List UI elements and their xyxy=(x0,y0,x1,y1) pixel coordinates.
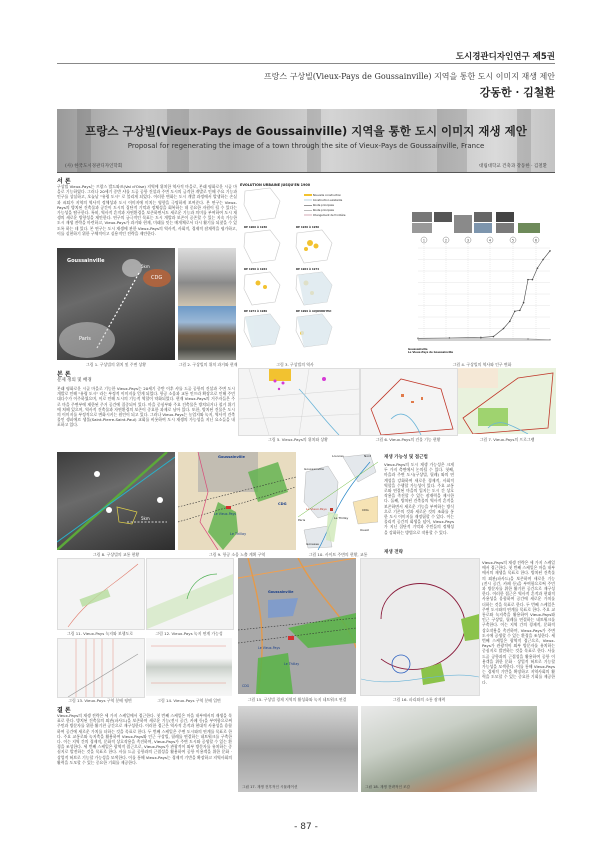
figure-5-site-map xyxy=(238,368,360,436)
chart-data-point xyxy=(519,310,521,312)
chart-data-point xyxy=(537,267,539,269)
legend-boundary-change: Changement de frontière xyxy=(312,214,346,217)
strategy-heading: 재생 전략 xyxy=(384,550,403,555)
strategy-text: Vieux-Pays의 재생 전략은 세 가지 스케일에서 접근한다. 첫 번째 스케일은 마을 내부에서의 재생을 목표로 한다. 방치된 건축물의 외관(파사드)을 보존하며 새로운 기능(전시 공간, 카페 등)을 부여함으로써 주민과 방문자를 위한 활기찬 공간으로 재구성한다. 이러한 접근은 역사적 흔적과 현대적 사용성을 융합하여 공간에 새로운 가치를 더하는 것을 목표로 한다. 두 번째 스케일은 주변 도시와의 연계를 목표로 한다. 주요 교통로와 녹지축을 활용하여 Vieux-Pays와 인근 구상빌, 릴레를 연결하는 네트워크를 구축한다. 이는 지역 간의 경제적, 문화적 상호작용을 촉진하며, Vieux-Pays가 주변 도시에 공생할 수 있는 환경을 조성한다. 세 번째 스케일은 광역적 접근으로, Vieux-Pays가 관광적이 외부 방문자를 유치하는 중심지로 발전하는 것을 목표로 한다. 사를 드골 공항과의 근접성을 활용하여 공항 이용객을 위한 문화 · 상업적 허브로 기능할 가능성을 모색한다. 이를 통해 Vieux-Pays는 경제적 기반을 확장하고 지역사회의 활력을 도모할 수 있는 중요한 기회를 제공한다. xyxy=(482,560,555,684)
chart-marker-label: 1 xyxy=(422,238,426,243)
label-nord: Nord xyxy=(364,454,372,458)
chart-marker-label: 6 xyxy=(534,238,538,243)
label-goussainville: Goussainville xyxy=(67,258,105,264)
chart-data-point xyxy=(514,310,516,312)
figure-5-caption: 그림 5. Vieux-Pays의 위치와 상황 xyxy=(268,437,328,442)
chart-data-point xyxy=(542,259,544,261)
legend-main-road-1: Route principale xyxy=(312,204,334,207)
chart-marker-label: 2 xyxy=(444,238,448,243)
figure-6-caption: 그림 6. Vieux-Pays의 건물 기능 현황 xyxy=(375,437,441,442)
label-le-vieux-pays: Le Vieux-Pays xyxy=(214,512,236,516)
intro-text: 구상빌 Vieux-Pays는 프랑스 발드와즈(Val d'Oise) 지역에 위치한 역사적 마을로, 본래 평화로운 시골 마을로 기능하였다. 그러나 20세기 중반 샤를 드골 공항 건설과 주변 도시의 급격한 개발로 인해 주요 기능과 인구를 상실하고, 오늘날 "유령 도시" 로 불리게 되었다. 이러한 변화는 도시 개발 과정에서 발생하는 손실과 쇠퇴가 지역의 역사적 정체성과 도시 이미지에 미치는 영향을 극명하게 보여준다. 본 연구는 Vieux-Pays의 방치된 건축물과 공간이 도시의 집단적 기억과 정체성을 회복하는 데 중요한 자원이 될 수 있다는 가능성을 탐구한다. 특히, 역사적 흔적과 자연환경을 보존하면서도 새로운 기능과 의미를 부여하여 도시 재생의 새로운 방향성을 제안한다. 연구의 궁극적인 목표는 도시 개발과 보존이 공존할 수 있는 지속 가능한 도시 재생 전략을 마련하고, Vieux-Pays가 과거와 현재, 미래를 잇는 매개체로서 다시 활기를 되찾을 수 있도록 하는 데 있다. 본 연구는 도시 재생에 관한 Vieux-Pays의 역사적, 사회적, 경제적 잠재력을 평가하고, 이를 실현하기 위한 구체적이고 실용적인 전략을 제안한다. xyxy=(57,184,237,236)
label-paris: Paris xyxy=(298,518,306,522)
chart-data-point xyxy=(527,338,529,340)
poster-english-title: Proposal for regenerating the image of a town through the site of Vieux-Pays de Goussainville, France xyxy=(127,142,485,150)
legend-swatch-boundary xyxy=(304,214,312,216)
figure-11-caption: 그림 11. Vieux-Pays 녹지와 보행도로 xyxy=(66,631,134,636)
chart-data-point xyxy=(549,339,551,341)
chart-data-point xyxy=(527,279,529,281)
figure-15-caption: 그림 15. 구상빌 경제 지역의 활성화와 녹지 네트워크 연결 xyxy=(247,697,347,702)
label-5km: 5km xyxy=(141,264,150,269)
period-label: DE 1974 À 1989 xyxy=(244,310,268,313)
figure-18-aerial-rendering xyxy=(361,706,537,792)
figure-14-zone-elevation xyxy=(146,638,232,696)
banner-rule xyxy=(57,172,555,173)
chart-marker-label: 5 xyxy=(511,238,515,243)
chart-legend-goussainville: Goussainville xyxy=(408,348,428,351)
period-label: DE 1930 À 1950 xyxy=(296,226,320,229)
figure-7-program-map xyxy=(458,368,556,434)
chart-data-point xyxy=(503,328,505,330)
figure-12-green-link-map xyxy=(146,558,234,630)
chart-marker-label: 3 xyxy=(466,238,470,243)
figure-9-noise-map xyxy=(178,452,296,550)
figure-17-caption: 그림 17. 재생 전후적인 시뮬레이션 xyxy=(242,785,298,789)
chart-data-point xyxy=(493,336,495,338)
chart-marker-label: 4 xyxy=(488,238,492,243)
period-label: DE 1999 À AUJOURD'HUI xyxy=(296,310,332,313)
figure-18-caption: 그림 18. 재생 전략적인 조감 xyxy=(365,785,410,789)
figure-6-building-function-map xyxy=(360,368,458,436)
conclusion-text: Vieux-Pays의 재생 전략은 세 가지 스케일에서 접근한다. 첫 번째 스케일은 마을 내부에서의 재생을 목표로 한다. 방치된 건축물의 외관(파사드)을 보존하며 새로운 기능(전시 공간, 카페 등)을 부여함으로써 주민과 방문자를 위한 활기찬 공간으로 재구성한다. 이러한 접근은 역사적 흔적과 현대적 사용성을 융합하여 공간에 새로운 가치를 더하는 것을 목표로 한다. 두 번째 스케일은 주변 도시와의 연계를 목표로 한다. 주요 교통로와 녹지축을 활용하여 Vieux-Pays와 인근 구상빌, 릴레를 연결하는 네트워크를 구축한다. 이는 지역 간의 경제적, 문화적 상호작용을 촉진하며, Vieux-Pays가 주변 도시와 공생할 수 있는 환경을 조성한다. 세 번째 스케일은 광역적 접근으로, Vieux-Pays가 관광적이 외부 방문자를 유치하는 중심지로 발전하는 것을 목표로 한다. 사를 드골 공항과의 근접성을 활용하여 공항 이용객을 위한 문화 · 상업적 허브로 기능할 가능성을 모색한다. 이를 통해 Vieux-Pays는 경제적 기반을 확장하고 지역사회의 활력을 도모할 수 있는 중요한 기회를 제공한다. xyxy=(57,713,232,765)
figure-2-caption: 그림 2. 구상빌의 위치 과거와 현재 xyxy=(178,362,238,367)
population-chart-svg xyxy=(408,236,556,359)
legend-swatch-new xyxy=(304,194,312,196)
intro-heading: 서 론 xyxy=(57,178,71,185)
affiliation: 대림대학교 건축과 강동한 · 김철환 xyxy=(478,164,547,169)
figure-7-caption: 그림 7. Vieux-Pays의 프로그램 xyxy=(479,437,535,442)
chart-legend-vieux-pays: Le Vieux-Pays de Goussainville xyxy=(408,351,454,355)
journal-title: 도시경관디자인연구 제5권 xyxy=(455,52,555,62)
figure-2-photo-old-street xyxy=(178,248,236,306)
label-cdg: CDG xyxy=(151,275,163,281)
body-subheading: 문제 정의 및 배경 xyxy=(57,378,92,383)
chart-series-line xyxy=(418,338,550,339)
figure-3-caption: 그림 3. 구상빌의 역사 xyxy=(276,362,314,367)
evolution-title: EVOLUTION URBAINE JUSQU'EN 1900 xyxy=(240,183,311,187)
figure-1-map xyxy=(57,248,175,360)
legend-swatch-existing xyxy=(304,199,312,201)
chart-data-point xyxy=(549,250,551,252)
authors: 강동한 · 김철환 xyxy=(479,86,555,99)
figure-17-simulation-image xyxy=(238,706,358,792)
conclusion-heading: 결 론 xyxy=(57,707,71,714)
label-goussainville: Goussainville xyxy=(268,590,294,594)
chart-series-line xyxy=(418,251,550,338)
figure-1-caption: 그림 1. 구상빌의 위치 및 주변 상황 xyxy=(86,362,146,367)
chart-data-point xyxy=(480,337,482,339)
society-name: (사) 한국도시경관디자인학회 xyxy=(65,164,123,169)
figure-4-population-chart xyxy=(408,236,556,359)
poster-banner xyxy=(57,109,555,172)
figure-14-caption: 그림 14. Vieux-Pays 구역 분배 입면 xyxy=(157,698,221,703)
label-cdg: CDG xyxy=(362,508,369,512)
legend-existing-construction: Construction existante xyxy=(312,199,343,202)
figure-8-traffic-map xyxy=(57,452,175,550)
chart-data-point xyxy=(509,321,511,323)
label-cdg: CDG xyxy=(242,684,250,688)
period-label: DE 1900 À 1930 xyxy=(244,226,268,229)
legend-swatch-road2 xyxy=(304,210,312,211)
label-le-vieux-pays: Le Vieux-Pays xyxy=(258,646,280,650)
figure-12-caption: 그림 12. Vieux-Pays 녹지 연계 가능성 xyxy=(155,631,223,636)
label-goussainville: Goussainville xyxy=(218,455,245,459)
legend-main-road-2: Route principale xyxy=(312,209,334,212)
chart-data-point xyxy=(417,338,419,340)
regeneration-text: Vieux-Pays의 도시 재생 가능성은 크게 두 가지 측면에서 논의될 수 있다. 첫째, 마을과 주변 도시(구상빌, 릴레) 와의 연계성을 강화하여 새로운 경제적, 사회적 역할을 수행할 가능성이 있다. 주요 교통로와 연결된 마을의 입지는 도시 간 상호작용을 촉진할 수 있는 잠재력을 제시한다. 둘째, 방치된 건축물의 역사적 흔적을 보존하면서 새로운 기능을 부여하는 방식으로 기존의 것과 새로운 것의 조화를 통한 도시 이미지를 재정립할 수 있다. 이는 물리적 공간의 회생을 넘어, Vieux-Pays가 지닌 집단적 기억과 주민들의 정체성을 강화하는 방법으로 작용할 수 있다. xyxy=(384,462,454,535)
label-le-thillay: Le Thillay xyxy=(284,662,300,666)
label-le-vieux-pays: Le Vieux-Pays xyxy=(306,507,327,511)
label-ouest: Ouest xyxy=(360,528,369,532)
period-label: DE 1950 À 1964 xyxy=(244,268,268,271)
chart-data-point xyxy=(532,279,534,281)
evolution-legend xyxy=(304,193,346,218)
regeneration-heading: 재생 가능성 및 접근법 xyxy=(384,455,428,460)
poster-title: 프랑스 구상빌(Vieux-Pays de Goussainville) 지역을 통한 도시 이미지 재생 제안 xyxy=(85,124,527,138)
label-gonesse: Gonesse xyxy=(306,542,319,546)
figure-8-caption: 그림 8. 구상빌의 교통 현황 xyxy=(92,552,140,557)
figure-11-green-walkway-map xyxy=(57,558,145,630)
figure-10-site-surroundings-map xyxy=(298,452,378,550)
archive-photo-strip xyxy=(412,212,554,234)
figure-2-photo-old-house xyxy=(178,306,236,360)
figure-3-evolution-maps xyxy=(240,183,350,359)
figure-15-economic-green-network-map xyxy=(238,558,356,694)
figure-13-caption: 그림 13. Vieux-Pays 구역 분배 평면 xyxy=(68,698,132,703)
figure-4-caption: 그림 4. 구상빌의 역사와 인구 변화 xyxy=(452,362,512,367)
article-subtitle: 프랑스 구상빌(Vieux-Pays de Goussainville) 지역을 통한 도시 이미지 재생 제안 xyxy=(263,72,555,81)
period-label: DE 1964 À 1974 xyxy=(296,268,320,271)
label-paris: Paris xyxy=(79,336,91,342)
page-number: - 87 - xyxy=(294,822,318,832)
figure-16-paris-connectivity-map xyxy=(360,558,480,696)
figure-13-zone-plan xyxy=(57,638,145,698)
label-le-thillay: Le Thillay xyxy=(334,516,349,520)
legend-new-construction: Nouvelle construction xyxy=(312,194,342,197)
label-cdg: CDG xyxy=(278,502,287,506)
chart-data-point xyxy=(523,302,525,304)
legend-swatch-road1 xyxy=(304,205,312,206)
label-louvres: Louvres xyxy=(332,454,344,458)
label-goussainville: Goussainville xyxy=(304,467,324,471)
label-le-thillay: Le Thillay xyxy=(230,532,247,536)
figure-16-caption: 그림 16. 파리와의 소통 잠재력 xyxy=(392,697,446,702)
label-5km: 5km xyxy=(141,516,150,521)
figure-10-caption: 그림 10. 사이트 주변의 현황, 교통 xyxy=(308,552,368,557)
body-heading: 본 론 xyxy=(57,371,71,378)
body-text: 본래 평화로운 시골 마을로 기능한 Vieux-Pays는 20세기 중반 이후 샤를 드골 공항의 건설과 주변 도시 개발로 인해 "유령 도시" 라는 부정적 이미지를 얻게 되었다. 항공 소음과 교통 인프라 확장으로 인해 주민 대다수가 이주하였으며, 이로 인해 도시의 기능적 역할이 약화되었다. 현재 Vieux-Pays의 거주자들은 주로 마을 주변부에 제한된 주거 공간에 집중되어 있다. 마을 중심부와 주요 건축물은 방치되거나 철거 위기에 처해 있으며, 역사적 건축물과 자연환경의 보존이 중요한 과제로 남아 있다. 또한, 방치된 건물은 도시의 이미지를 부정적으로 변화시키는 원인이 되고 있다. 그러나 Vieux-Pays는 농업지와 녹지, 역사적 건축물인 생피에르 생폴(Saint-Pierre-Saint-Paul) 교회를 비롯하여 도시 재생의 가능성을 지닌 요소들을 내포하고 있다. xyxy=(57,386,235,428)
header-rule xyxy=(57,63,555,64)
figure-9-caption: 그림 9. 항공 소음 노출 계획 구역 xyxy=(208,552,266,557)
